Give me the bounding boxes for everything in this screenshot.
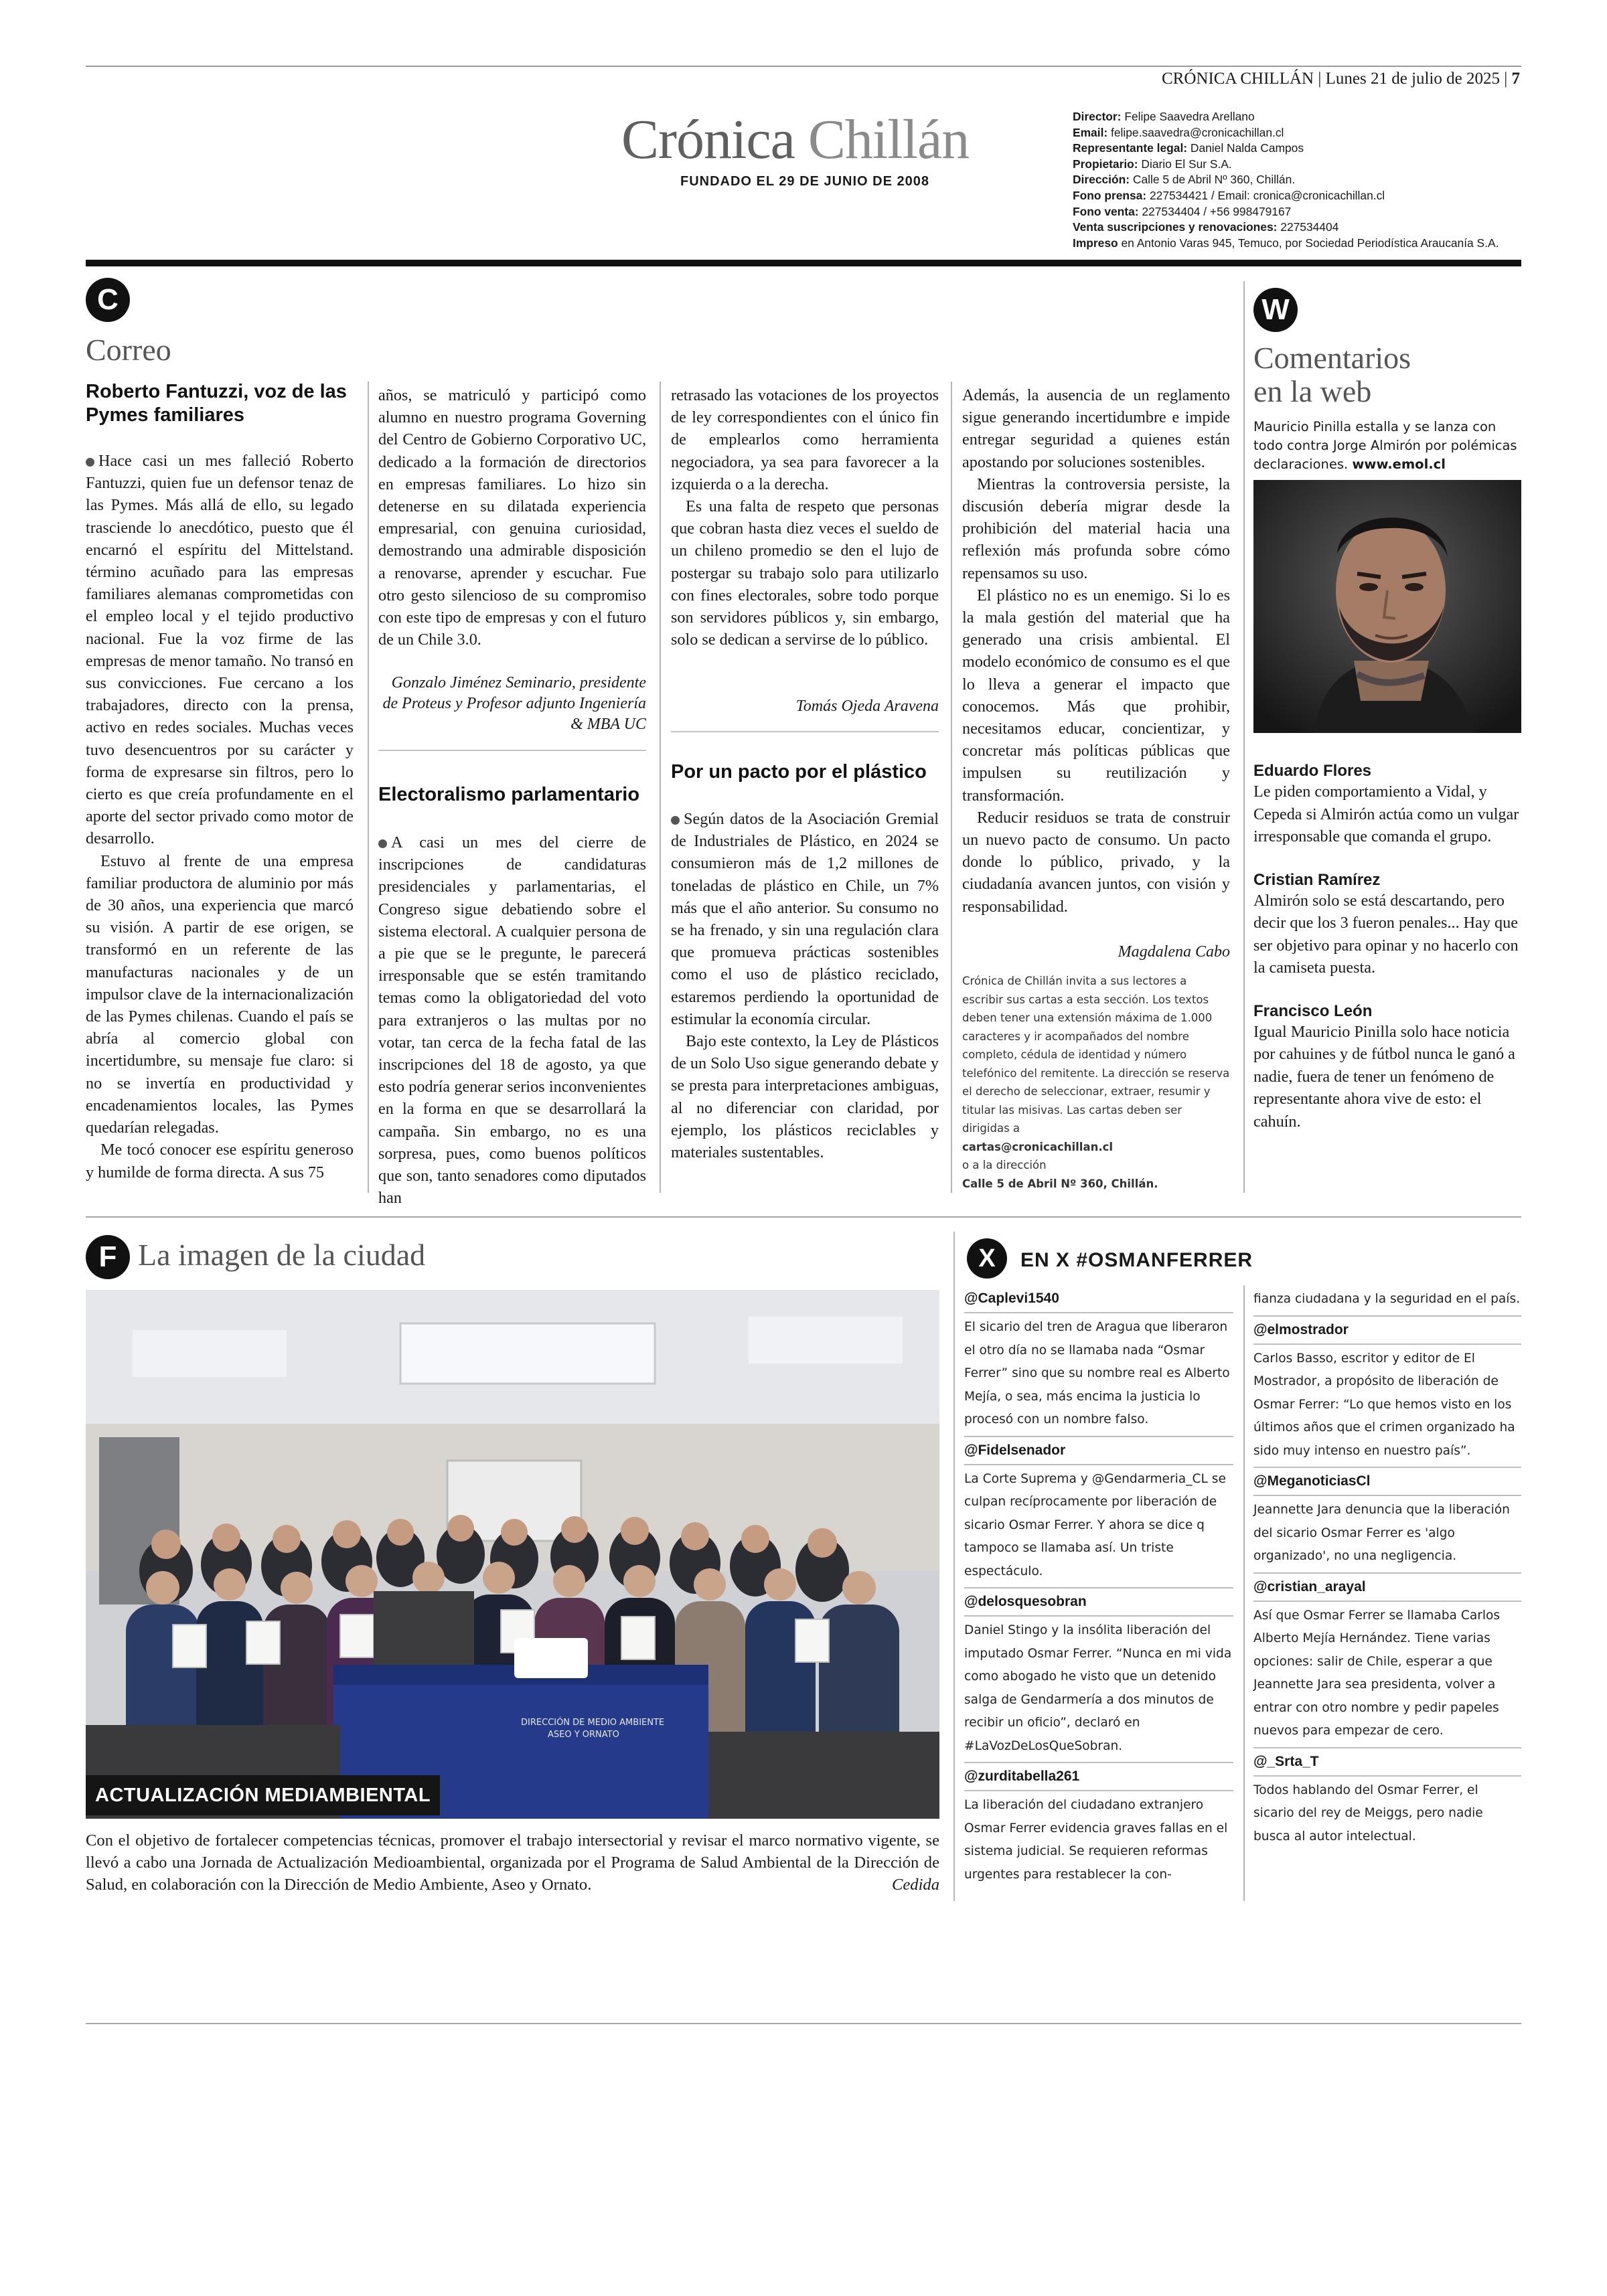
tweet-handle[interactable]: @elmostrador <box>1253 1321 1349 1337</box>
logo-word-cronica: Crónica <box>621 108 795 171</box>
paragraph: Reducir residuos se trata de construir un nuevo pacto de consumo. Un pacto donde lo público, privado, y la ciudadanía avancen juntos, con visión y responsabilidad. <box>962 808 1230 916</box>
web-badge: W <box>1253 288 1298 332</box>
web-comments-lead: Mauricio Pinilla estalla y se lanza con todo contra Jorge Almirón por polémicas declaraciones. www.emol.cl <box>1253 419 1517 472</box>
tweet-divider <box>964 1436 1233 1437</box>
tweets-right-column <box>1253 1288 1521 1848</box>
letter3-signature: Magdalena Cabo <box>1118 943 1230 961</box>
letter-separator <box>671 731 939 732</box>
letter2-signature: Tomás Ojeda Aravena <box>795 698 939 715</box>
letters-instructions: Crónica de Chillán invita a sus lectores a escribir sus cartas a esta sección. Los textos deben tener una extensión máxima de 1.000 caracteres y ir acompañados del nombre completo, cédula de identidad y número telefónico del remitente. La dirección se reserva el derecho de seleccionar, extraer, resumir y titular las misivas. Las cartas deben ser dirigidas a cartas@cronicachillan.cl o a la dirección Calle 5 de Abril Nº 360, Chillán. <box>962 975 1230 1190</box>
group-photo-illustration <box>86 1290 939 1819</box>
tweet-text: Daniel Stingo y la insólita liberación del imputado Osmar Ferrer. “Nunca en mi vida como abogado he visto que un detenido salga de Gendarmería a dos minutos de recibir un oficio”, declaró en #LaVozDeLosQueSobran. <box>964 1623 1232 1753</box>
paragraph: Es una falta de respeto que personas que cobran hasta diez veces el sueldo de un chileno promedio se den el lujo de postergar su trabajo solo para utilizarlo con fines electorales, sobre todo porque son servidores públicos y, sin embargo, solo se dedican a servirse de lo público. <box>671 497 939 649</box>
correo-title: Correo <box>86 333 171 367</box>
portrait-photo <box>1253 480 1521 733</box>
tweet-text: Así que Osmar Ferrer se llamaba Carlos Alberto Mejía Hernández. Tiene varias opciones: salir de Chile, esperar a que Jeannette Jara sea presidenta, volver a entrar con otro nombre y pedir papeles nuevos para empezar de cero. <box>1253 1608 1501 1738</box>
letter3-col3 <box>671 808 939 1163</box>
tweet-handle[interactable]: @MeganoticiasCl <box>1253 1473 1371 1489</box>
page-folio: CRÓNICA CHILLÁN | Lunes 21 de julio de 2025 | 7 <box>1161 70 1520 88</box>
folio-paper: CRÓNICA CHILLÁN <box>1161 70 1314 88</box>
tweet-divider <box>1253 1467 1521 1468</box>
comment-author: Eduardo Flores <box>1253 762 1372 780</box>
bullet-dot <box>671 816 680 825</box>
tweets-left-column <box>964 1291 1233 1886</box>
tweet-divider <box>964 1312 1233 1313</box>
tweet-text: Jeannette Jara denuncia que la liberación del sicario Osmar Ferrer es 'algo organizado', no una negligencia. <box>1253 1503 1510 1563</box>
paragraph: Según datos de la Asociación Gremial de Industriales de Plástico, en 2024 se consumieron más de 1,2 millones de toneladas de plástico en Chile, un 7% más que el año anterior. Su consumo no se ha frenado, y sin una regulación clara que promueva prácticas sostenibles como el uso de plástico reciclado, estaremos perdiendo la oportunidad de estimular la economía circular. <box>671 810 939 1028</box>
group-photo <box>86 1290 939 1819</box>
letter1-signature: Gonzalo Jiménez Seminario, presidente de Proteus y Profesor adjunto Ingeniería & MBA UC <box>382 674 646 733</box>
x-badge: X <box>967 1238 1007 1279</box>
paragraph: Hace casi un mes falleció Roberto Fantuzzi, quien fue un defensor tenaz de las Pymes. Más allá de ello, su legado trasciende lo anecdótico, puesto que él encarnó el espíritu del Mittelstand. término acuñado para las empresas familiares alemanas comprometidas con el empleo local y el tejido productivo nacional. Fue la voz firme de las empresas de menor tamaño. No transó en sus convicciones. Fue cercano a los trabajadores, directo con la prensa, activo en redes sociales. Muchas veces tuvo desencuentros por su carácter y forma de expresarse sin filtros, pero lo cierto es que creía profundamente en el aporte del sector privado como motor de desarrollo. <box>86 452 354 848</box>
tweet-divider <box>964 1587 1233 1588</box>
tweet-divider <box>964 1790 1233 1791</box>
staff-line: Dirección: Calle 5 de Abril Nº 360, Chillán. <box>1073 173 1296 187</box>
city-image-badge: F <box>86 1235 130 1279</box>
staff-line: Impreso en Antonio Varas 945, Temuco, por Sociedad Periodística Araucanía S.A. <box>1073 236 1499 250</box>
letter1-col1 <box>86 450 354 1183</box>
staff-line: Director: Felipe Saavedra Arellano <box>1073 110 1255 123</box>
paragraph: retrasado las votaciones de los proyectos de ley correspondientes con el único fin de emplearlos como herramienta negociadora, ya sea para favorecer a la izquierda o a la derecha. <box>671 386 939 493</box>
paragraph: Mientras la controversia persiste, la discusión debería migrar desde la prohibición del material hacia una reflexión más profunda sobre cómo repensamos su uso. <box>962 475 1230 582</box>
comment-author: Francisco León <box>1253 1001 1373 1020</box>
staff-line: Propietario: Diario El Sur S.A. <box>1073 157 1232 171</box>
comment-text: Igual Mauricio Pinilla solo hace noticia por cahuines y de fútbol nunca le ganó a nadie, fuera de tener un fenómeno de representante ahora vive de esto: el cahuín. <box>1253 1022 1515 1131</box>
tablecloth-text: ASEO Y ORNATO <box>548 1730 619 1740</box>
letter2-headline: Electoralismo parlamentario <box>378 784 640 805</box>
tweet-handle[interactable]: @Caplevi1540 <box>964 1291 1059 1306</box>
comment-text: Almirón solo se está descartando, pero decir que los 3 fueron penales... Hay que ser objetivo para opinar y no hacerlo con la camiseta puesta. <box>1253 891 1519 977</box>
tweet-divider <box>1253 1601 1521 1602</box>
tweet-text: La liberación del ciudadano extranjero Osmar Ferrer evidencia graves fallas en el sistema judicial. Se requieren reformas urgentes para restablecer la con- <box>964 1798 1228 1882</box>
letter3-headline: Por un pacto por el plástico <box>671 761 927 783</box>
web-comments-list <box>1253 762 1521 1133</box>
staff-line: Email: felipe.saavedra@cronicachillan.cl <box>1073 125 1284 139</box>
paragraph: A casi un mes del cierre de inscripciones de candidaturas presidenciales y parlamentarias, el Congreso sigue debatiendo sobre el sistema electoral. A cualquier persona de a pie que se le pregunte, le parecerá irresponsable que se estén tramitando temas como la obligatoriedad del voto para extranjeros o las multas por no votar, tan cerca de la fecha fatal de las inscripciones del 18 de agosto, ya que esto podría generar serios inconvenientes en la forma en que se desarrollará la campaña. Sin embargo, no es una sorpresa, pues, como buenos políticos que son, tanto senadores como diputados han <box>378 833 646 1208</box>
top-rule <box>86 66 1521 67</box>
tweet-text: Carlos Basso, escritor y editor de El Mostrador, a propósito de liberación de Osmar Ferrer: “Lo que hemos visto en los últimos años que el crimen organizado ha sido muy intenso en nuestro país”. <box>1253 1351 1515 1458</box>
letter1-headline: Roberto Fantuzzi, voz de las Pymes familiares <box>86 381 347 426</box>
letter2-col2 <box>378 831 646 1209</box>
comment-text: Le piden comportamiento a Vidal, y Cepeda si Almirón actúa como un vulgar irresponsable que comanda el grupo. <box>1253 783 1519 845</box>
letter3-col4 <box>962 384 1230 918</box>
tweet-divider <box>964 1464 1233 1465</box>
column-divider <box>660 382 661 1193</box>
column-divider <box>1243 1285 1245 1901</box>
x-feed-title: EN X #OSMANFERRER <box>1020 1249 1253 1271</box>
tweet-text: La Corte Suprema y @Gendarmeria_CL se culpan recíprocamente por liberación de sicario Osmar Ferrer. Y ahora se dice q tampoco se llamaba así. Un triste espectáculo. <box>964 1471 1226 1578</box>
tweet-divider <box>1253 1343 1521 1345</box>
tweet-divider <box>1253 1572 1521 1574</box>
tweet-handle[interactable]: @delosquesobran <box>964 1594 1087 1609</box>
photo-caption: Con el objetivo de fortalecer competencias técnicas, promover el trabajo intersectorial y revisar el marco normativo vigente, se llevó a cabo una Jornada de Actualización Medioambiental, organizada por el Programa de Salud Ambiental de la Dirección de Salud, en colaboración con la Dirección de Medio Ambiente, Aseo y Ornato. Cedida <box>86 1829 939 1896</box>
comment-item <box>1253 762 1521 848</box>
staff-line: Representante legal: Daniel Nalda Campos <box>1073 141 1304 155</box>
tweet-handle[interactable]: @_Srta_T <box>1253 1753 1319 1769</box>
masthead-logo <box>621 107 969 172</box>
letter1-col2 <box>378 384 646 651</box>
web-comments-title: Comentarios en la web <box>1253 341 1411 408</box>
tweet-text: Todos hablando del Osmar Ferrer, el sicario del rey de Meiggs, pero nadie busca al autor intelectual. <box>1253 1783 1483 1843</box>
column-divider <box>368 382 369 1193</box>
paragraph: El plástico no es un enemigo. Si lo es la mala gestión del material que ha generado una crisis ambiental. El modelo económico de consumo es el que lo lleva a generar el impacto que conocemos. Más que prohibir, necesitamos educar, concientizar, y concretar más políticas públicas que impulsen su reutilización y transformación. <box>962 586 1230 805</box>
letters-address: Calle 5 de Abril Nº 360, Chillán. <box>962 1177 1158 1190</box>
tweet-divider <box>1253 1315 1521 1317</box>
bullet-dot <box>86 458 94 467</box>
folio-page: 7 <box>1511 70 1520 88</box>
column-divider <box>1243 281 1245 1193</box>
correo-badge: C <box>86 278 130 322</box>
portrait-illustration <box>1253 480 1521 733</box>
city-image-title: La imagen de la ciudad <box>138 1238 426 1272</box>
comment-item <box>1253 1002 1521 1133</box>
staff-line: Fono prensa: 227534421 / Email: cronica@cronicachillan.cl <box>1073 188 1385 202</box>
tweet-divider <box>964 1615 1233 1617</box>
letters-email: cartas@cronicachillan.cl <box>962 1140 1114 1153</box>
masthead-divider <box>86 260 1521 266</box>
letter2-col3 <box>671 384 939 651</box>
tweet-text: El sicario del tren de Aragua que liberaron el otro día no se llamaba nada “Osmar Ferrer” sino que su nombre real es Alberto Mejía, o sea, más encima la justicia lo procesó con un nombre falso. <box>964 1320 1230 1426</box>
staff-line: Fono venta: 227534404 / +56 998479167 <box>1073 204 1292 218</box>
paragraph: Estuvo al frente de una empresa familiar productora de aluminio por más de 30 años, una experiencia que marcó su visión. A partir de ese origen, se transformó en un referente de las manufacturas nacionales y de un impulsor clave de la internacionalización de las Pymes chilenas. Cuando el país se abría al comercio global con incertidumbre, su mensaje fue claro: si no se invertía en productividad y encadenamientos locales, las Pymes quedarían relegadas. <box>86 851 354 1137</box>
comment-author: Cristian Ramírez <box>1253 870 1381 889</box>
paragraph: Me tocó conocer ese espíritu generoso y humilde de forma directa. A sus 75 <box>86 1141 354 1181</box>
logo-word-chillan: Chillán <box>808 108 970 171</box>
tweet-continuation: fianza ciudadana y la seguridad en el país. <box>1253 1292 1521 1306</box>
section-divider <box>86 1216 1521 1218</box>
tweet-handle[interactable]: @Fidelsenador <box>964 1442 1066 1458</box>
staff-line: Venta suscripciones y renovaciones: 227534404 <box>1073 220 1339 234</box>
photo-credit: Cedida <box>891 1876 939 1894</box>
paragraph: años, se matriculó y participó como alumno en nuestro programa Governing del Centro de Gobierno Corporativo UC, dedicado a la formación de directorios en empresas familiares. Lo hizo sin detenerse en su dilatada experiencia empresarial, con genuina curiosidad, demostrando una admirable disposición a renovarse, aprender y escuchar. Fue otro gesto silencioso de su compromiso con este tipo de empresas y con el futuro de un Chile 3.0. <box>378 386 646 649</box>
tweet-divider <box>1253 1775 1521 1777</box>
tweet-divider <box>1253 1747 1521 1748</box>
paragraph: Además, la ausencia de un reglamento sigue generando incertidumbre e impide entregar seguridad a quienes están apostando por soluciones sostenibles. <box>962 386 1230 471</box>
bottom-rule <box>86 2023 1521 2024</box>
staff-box <box>1073 109 1528 251</box>
column-divider <box>951 382 952 1193</box>
bullet-dot <box>378 839 387 848</box>
founded-line: FUNDADO EL 29 DE JUNIO DE 2008 <box>680 174 929 189</box>
tweet-handle[interactable]: @cristian_arayal <box>1253 1578 1366 1594</box>
tablecloth-text: DIRECCIÓN DE MEDIO AMBIENTE <box>521 1718 665 1728</box>
folio-date: Lunes 21 de julio de 2025 <box>1325 70 1500 88</box>
photo-band-label: ACTUALIZACIÓN MEDIAMBIENTAL <box>86 1775 440 1815</box>
tweet-handle[interactable]: @zurditabella261 <box>964 1769 1080 1784</box>
tweet-divider <box>1253 1495 1521 1496</box>
lead-site-link[interactable]: www.emol.cl <box>1352 457 1446 472</box>
comment-item <box>1253 871 1521 979</box>
paragraph: Bajo este contexto, la Ley de Plásticos de un Solo Uso sigue generando debate y se presta para interpretaciones ambiguas, al no diferenciar con claridad, por ejemplo, los plásticos reciclables y materiales sustentables. <box>671 1032 939 1162</box>
tweet-divider <box>964 1762 1233 1763</box>
letter-separator <box>378 750 646 751</box>
column-divider <box>953 1232 955 1901</box>
